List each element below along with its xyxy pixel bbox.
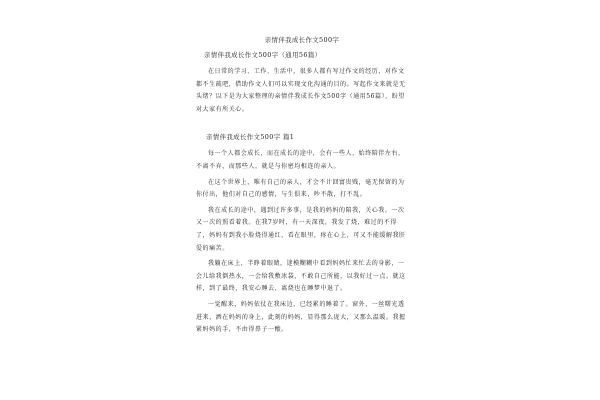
essay-paragraph-2: 在这个世界上，唯有自己的亲人，才会不计回富贵贱，毫无保留的为你付出，他们对自己的感情，与生俱来，吵不散，打不乱。 [196,178,405,199]
section-gap [196,119,408,133]
essay-title: 亲情伴我成长作文500字 篇1 [206,133,295,142]
document-subtitle: 亲情伴我成长作文500字（通用56篇） [204,51,322,59]
essay-paragraph-1: 每一个人都会成长，而在成长的途中，会有一些人，始终陪伴左右，不离不弃，而那些人，就是与你密均相连的亲人。 [196,150,405,170]
essay-paragraph-5: 一觉醒来，妈妈依仗在我床边，已经累的睡着了。窗外，一丝曙光透进来，洒在妈妈的身上，此刻的妈妈，显得那么庞大，又那么温暖。我握紧妈妈的手，不由得鼻子一酸。 [196,300,406,334]
essay-paragraph-4: 我躺在床上，半睁着眼睛，迷模糊糊中看到妈妈忙来忙去的身影，一会儿给我倒热水，一会给我敷冰袋，不敢自己所能，以我好过一点。就这样，到了最终，我安心睡去，离烧也在睡梦中退了。 [196,260,406,293]
essay-paragraph-3: 我在成长的途中，遇到过许多事，是我的妈妈的陪我，关心我。一次又一次的照看着我。在我7岁时，有一天深夜，我发了烧，难过的不得了，妈妈有到我小脸烧得通红，看在眼里，疼在心上，可又不能缓解我肝爱的痛苦。 [196,206,406,252]
document-title: 亲情伴我成长作文500字 [264,36,340,44]
document-content [196,36,408,340]
intro-paragraph: 在日常的学习、工作、生活中，很多人都有写过作文的经历，对作文都不生疏吧，借助作文人们可以实现文化沟通的目的。写起作文来就是无头绪？以下是为大家整理的亲情伴我成长作文500字（通用56篇），盼望对大家有所关心。 [196,68,406,113]
